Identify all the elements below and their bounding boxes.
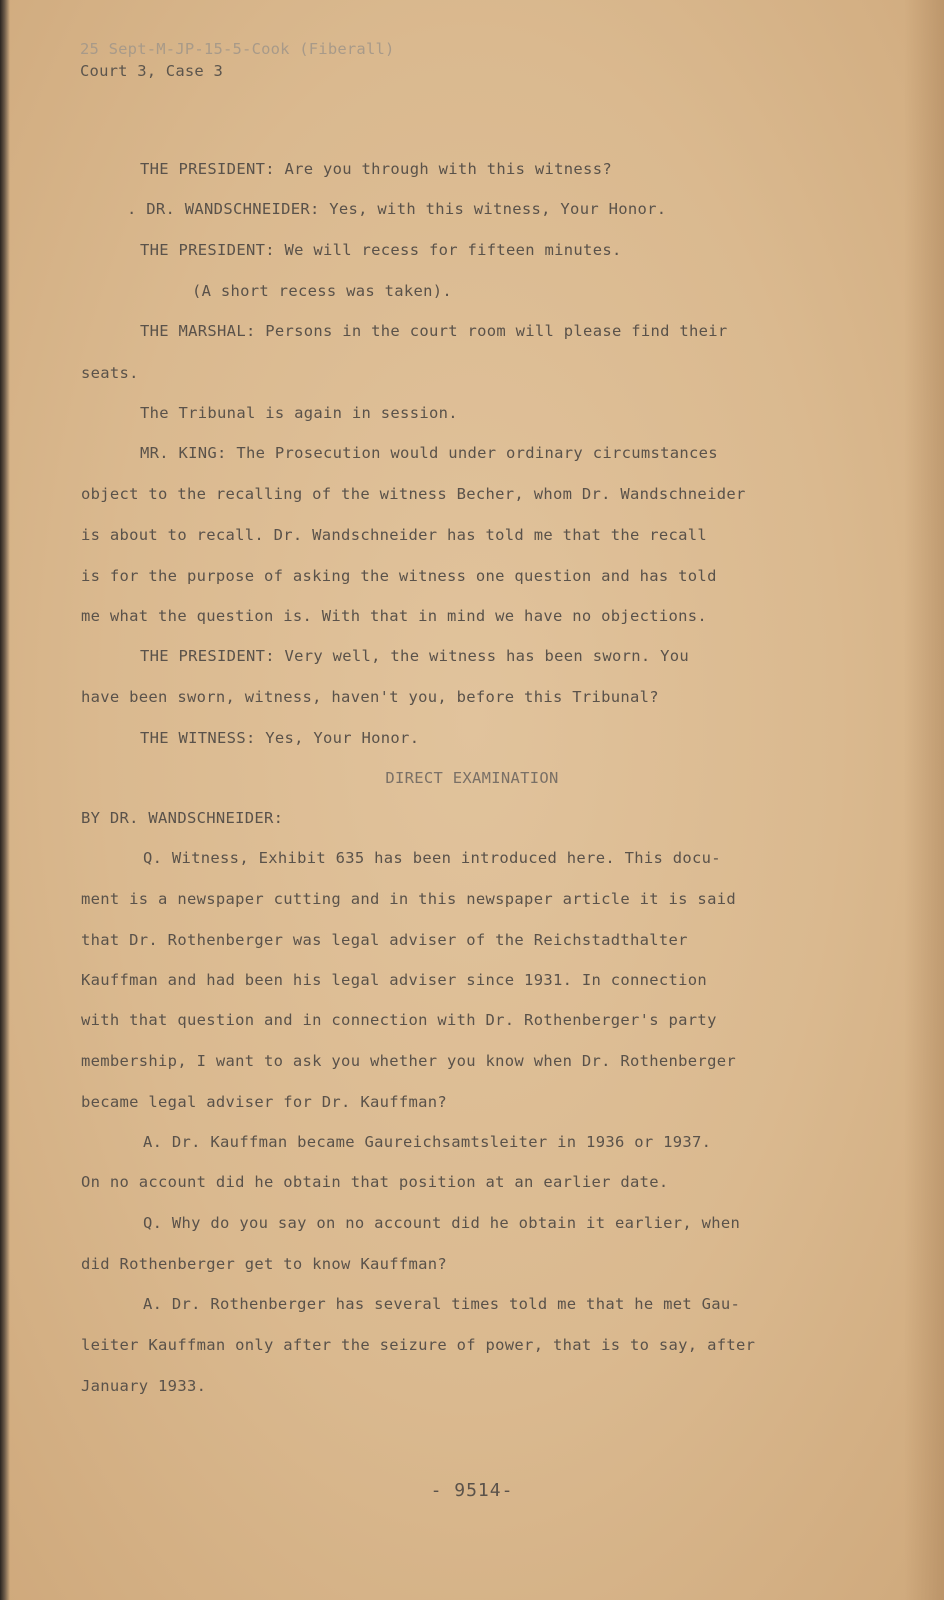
text-line: A. Dr. Rothenberger has several times told me that he met Gau- — [143, 1295, 741, 1313]
text-line: BY DR. WANDSCHNEIDER: — [81, 809, 284, 827]
text-line: January 1933. — [81, 1377, 207, 1395]
text-line: THE PRESIDENT: Are you through with this witness? — [140, 160, 612, 178]
header-line-2: Court 3, Case 3 — [80, 62, 223, 80]
text-line: leiter Kauffman only after the seizure of power, that is to say, after — [81, 1336, 756, 1354]
page-number: - 9514- — [430, 1480, 514, 1501]
section-heading: DIRECT EXAMINATION — [385, 769, 559, 787]
text-line: THE PRESIDENT: Very well, the witness has been sworn. You — [140, 647, 690, 665]
page-left-edge — [0, 0, 10, 1600]
header-line-1: 25 Sept-M-JP-15-5-Cook (Fiberall) — [80, 40, 395, 58]
text-line: THE PRESIDENT: We will recess for fifteen minutes. — [140, 241, 622, 259]
text-line: with that question and in connection with Dr. Rothenberger's party — [81, 1011, 717, 1029]
text-line: THE MARSHAL: Persons in the court room will please find their — [140, 322, 728, 340]
text-line: The Tribunal is again in session. — [140, 404, 458, 422]
text-line: that Dr. Rothenberger was legal adviser of the Reichstadthalter — [81, 931, 688, 949]
text-line: Kauffman and had been his legal adviser since 1931. In connection — [81, 971, 708, 989]
text-line: did Rothenberger get to know Kauffman? — [81, 1255, 448, 1273]
text-line: MR. KING: The Prosecution would under ordinary circumstances — [140, 444, 718, 462]
text-line: seats. — [81, 364, 139, 382]
document-header — [80, 38, 395, 82]
page-right-edge — [904, 0, 944, 1600]
text-line: THE WITNESS: Yes, Your Honor. — [140, 729, 420, 747]
text-line: is for the purpose of asking the witness one question and has told — [81, 567, 717, 585]
text-line: Q. Witness, Exhibit 635 has been introduced here. This docu- — [143, 849, 721, 867]
text-line: (A short recess was taken). — [192, 282, 453, 300]
text-line: . DR. WANDSCHNEIDER: Yes, with this witness, Your Honor. — [127, 200, 667, 218]
text-line: A. Dr. Kauffman became Gaureichsamtsleiter in 1936 or 1937. — [143, 1133, 712, 1151]
text-line: Q. Why do you say on no account did he obtain it earlier, when — [143, 1214, 741, 1232]
text-line: ment is a newspaper cutting and in this newspaper article it is said — [81, 890, 736, 908]
text-line: membership, I want to ask you whether you know when Dr. Rothenberger — [81, 1052, 736, 1070]
text-line: became legal adviser for Dr. Kauffman? — [81, 1093, 448, 1111]
text-line: me what the question is. With that in mind we have no objections. — [81, 607, 708, 625]
text-line: On no account did he obtain that position at an earlier date. — [81, 1173, 669, 1191]
text-line: have been sworn, witness, haven't you, before this Tribunal? — [81, 688, 659, 706]
text-line: is about to recall. Dr. Wandschneider has told me that the recall — [81, 526, 708, 544]
text-line: object to the recalling of the witness Becher, whom Dr. Wandschneider — [81, 485, 746, 503]
